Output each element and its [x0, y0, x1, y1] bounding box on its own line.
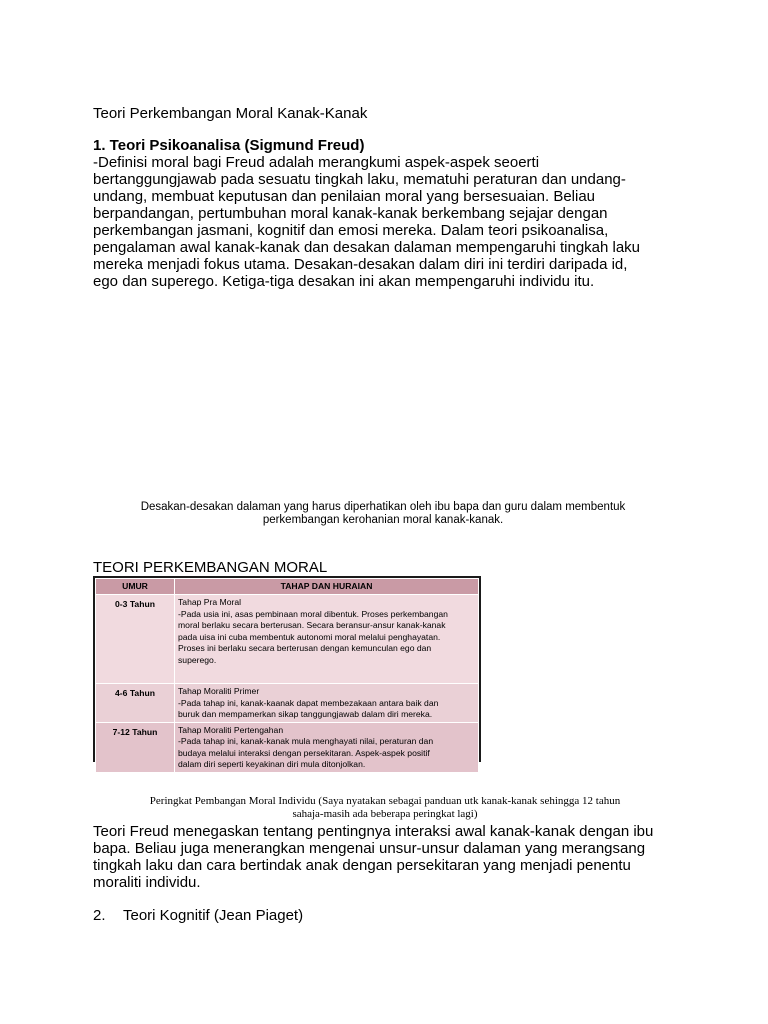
stage-line: dalam diri seperti keyakinan diri mula ditonjolkan.: [178, 759, 366, 769]
stage-line: moral berlaku secara berterusan. Secara beransur-ansur kanak-kanak: [178, 620, 446, 630]
stage-line: -Pada tahap ini, kanak-kaanak dapat membezakaan antara baik dan: [178, 697, 439, 708]
age-cell: 0-3 Tahun: [96, 595, 175, 684]
paragraph-line: tingkah laku dan cara bertindak anak dengan persekitaran yang menjadi penentu: [93, 857, 631, 874]
stage-line: budaya melalui interaksi dengan persekitaran. Aspek-aspek positif: [178, 747, 430, 758]
stage-cell: [175, 684, 479, 723]
image-caption: [93, 501, 673, 527]
column-header-age: UMUR: [96, 579, 175, 595]
table-heading: TEORI PERKEMBANGAN MORAL: [93, 559, 328, 576]
stage-name: Tahap Moraliti Primer: [178, 686, 260, 696]
table-row: [96, 684, 479, 723]
table-row: [96, 595, 479, 684]
stage-line: -Pada tahap ini, kanak-kanak mula menghayati nilai, peraturan dan: [178, 736, 434, 746]
stage-name: Tahap Pra Moral: [178, 597, 242, 607]
paragraph-line: ego dan superego. Ketiga-tiga desakan ini akan mempengaruhi individu itu.: [93, 273, 595, 290]
freud-summary-paragraph: [93, 823, 683, 891]
stage-line: -Pada usia ini, asas pembinaan moral dibentuk. Proses perkembangan: [178, 608, 448, 619]
paragraph-line: Teori Freud menegaskan tentang pentingnya interaksi awal kanak-kanak dengan ibu: [93, 823, 654, 840]
age-cell: 4-6 Tahun: [96, 684, 175, 723]
section-title: Teori Kognitif (Jean Piaget): [123, 907, 304, 924]
page-title: Teori Perkembangan Moral Kanak-Kanak: [93, 105, 368, 122]
stage-line: buruk dan mempamerkan sikap tanggungjawab dalam diri mereka.: [178, 709, 433, 719]
stage-cell: [175, 595, 479, 684]
stage-line: pada uisa ini cuba membentuk autonomi moral melalui penghayatan.: [178, 631, 441, 642]
caption-line: sahaja-masih ada beberapa peringkat lagi): [292, 808, 478, 820]
stage-line: Proses ini berlaku secara berterusan dengan kemunculan ego dan: [178, 643, 432, 653]
caption-line: perkembangan kerohanian moral kanak-kanak.: [262, 514, 504, 526]
section-1-paragraph: [93, 154, 663, 290]
caption-line: Desakan-desakan dalaman yang harus diperhatikan oleh ibu bapa dan guru dalam membentuk: [140, 501, 626, 513]
paragraph-line: undang, membuat keputusan dan penilaian moral yang bersesuaian. Beliau: [93, 188, 596, 205]
paragraph-line: berpandangan, pertumbuhan moral kanak-kanak berkembang sejajar dengan: [93, 205, 608, 222]
section-2-heading: [93, 907, 303, 924]
caption-line: Peringkat Pembangan Moral Individu (Saya nyatakan sebagai panduan utk kanak-kanak sehingga 12 tahun: [149, 795, 621, 807]
column-header-stage: TAHAP DAN HURAIAN: [175, 579, 479, 595]
stage-name: Tahap Moraliti Pertengahan: [178, 724, 284, 735]
stage-line: superego.: [178, 654, 217, 665]
age-cell: 7-12 Tahun: [96, 722, 175, 772]
paragraph-line: pengalaman awal kanak-kanak dan desakan dalaman mempengaruhi tingkah laku: [93, 239, 641, 256]
section-number: 2.: [93, 907, 106, 924]
table-caption: [95, 795, 675, 821]
paragraph-line: mereka menjadi fokus utama. Desakan-desakan dalam diri ini terdiri daripada id,: [93, 256, 628, 273]
paragraph-line: bertanggungjawab pada sesuatu tingkah laku, mematuhi peraturan dan undang-: [93, 171, 626, 188]
stage-cell: [175, 722, 479, 772]
table-row: [96, 722, 479, 772]
moral-development-table: [93, 576, 481, 769]
paragraph-line: perkembangan jasmani, kognitif dan emosi mereka. Dalam teori psikoanalisa,: [93, 222, 609, 239]
section-1-heading: 1. Teori Psikoanalisa (Sigmund Freud): [93, 137, 365, 154]
paragraph-line: moraliti individu.: [93, 874, 201, 891]
paragraph-line: bapa. Beliau juga menerangkan mengenai unsur-unsur dalaman yang merangsang: [93, 840, 646, 857]
paragraph-line: -Definisi moral bagi Freud adalah merangkumi aspek-aspek seoerti: [93, 154, 540, 171]
